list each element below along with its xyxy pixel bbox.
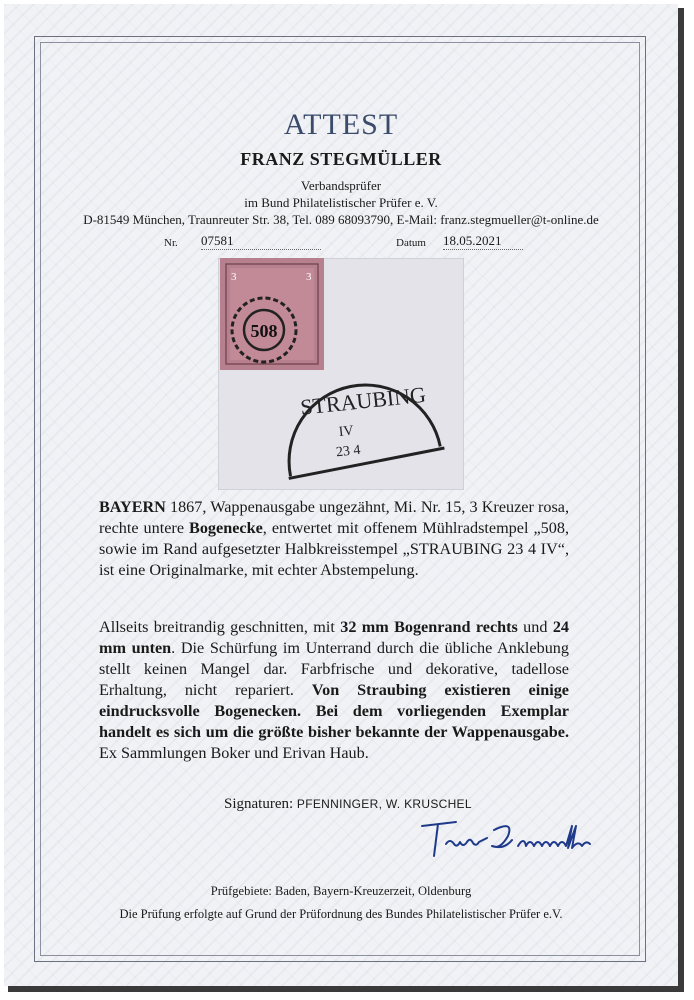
description-paragraph-1 — [99, 497, 569, 581]
p2-text-g: Ex Sammlungen Boker und Erivan Haub. — [99, 744, 369, 762]
cancel-number: 508 — [250, 321, 278, 341]
p1-text-a: 1867, Wappenausgabe ungezähnt, Mi. Nr. 15, 3 Kreuzer rosa, rechte untere — [99, 498, 569, 537]
p2-text-a: Allseits breitrandig geschnitten, mit — [99, 618, 341, 636]
certificate-title: ATTEST — [283, 108, 399, 141]
exam-areas: Prüfgebiete: Baden, Bayern-Kreuzerzeit, Oldenburg — [210, 884, 472, 898]
signatures-line — [224, 796, 472, 813]
p2-bold-d: 24 mm unten — [99, 618, 569, 657]
cds-line2: IV — [338, 423, 355, 440]
stamp-photo — [218, 258, 464, 490]
svg-text:3: 3 — [231, 271, 237, 283]
cds-text: STRAUBING — [299, 381, 427, 420]
handwritten-signature — [416, 812, 644, 868]
date-value: 18.05.2021 — [443, 233, 523, 250]
examiner-name: FRANZ STEGMÜLLER — [240, 149, 442, 169]
signatures-value: PFENNINGER, W. KRUSCHEL — [296, 797, 472, 811]
number-label: Nr. — [164, 237, 178, 249]
p2-bold-b: 32 mm Bogenrand rechts — [340, 618, 518, 636]
examiner-role: Verbandsprüfer — [300, 178, 382, 193]
number-value: 07581 — [201, 233, 321, 250]
examiner-contact: D-81549 München, Traunreuter Str. 38, Tel. 089 68093790, E-Mail: franz.stegmueller@t-online.de — [83, 212, 599, 227]
signatures-label: Signaturen: — [224, 796, 294, 812]
description-paragraph-2 — [99, 617, 569, 764]
p2-text-c: und — [517, 618, 553, 636]
examiner-association: im Bund Philatelistischer Prüfer e. V. — [244, 195, 438, 210]
p2-text-e: . Die Schürfung im Unterrand durch die übliche Anklebung stellt keinen Mangel dar. Farbfrische und dekorative, tadellose Erhaltung, nicht repariert. — [99, 639, 569, 699]
cds-line3: 23 4 — [335, 442, 362, 461]
exam-note: Die Prüfung erfolgte auf Grund der Prüfordnung des Bundes Philatelistischer Prüfer e.V. — [119, 907, 563, 921]
p2-bold-f: Von Straubing existieren einige eindrucksvolle Bogenecken. Bei dem vorliegenden Exemplar handelt es sich um die größte bisher bekannte der Wappenausgabe. — [99, 681, 569, 741]
p1-text-c: , entwertet mit offenem Mühlradstempel „508, sowie im Rand aufgesetzter Halbkreisstempel „STRAUBING 23 4 IV“, ist eine Originalmarke, mit echter Abstempelung. — [99, 519, 569, 579]
certificate-sheet — [4, 4, 678, 986]
country-name: BAYERN — [99, 498, 166, 516]
svg-text:3: 3 — [306, 271, 312, 283]
date-label: Datum — [396, 237, 426, 249]
p1-bold-b: Bogenecke — [189, 519, 263, 537]
